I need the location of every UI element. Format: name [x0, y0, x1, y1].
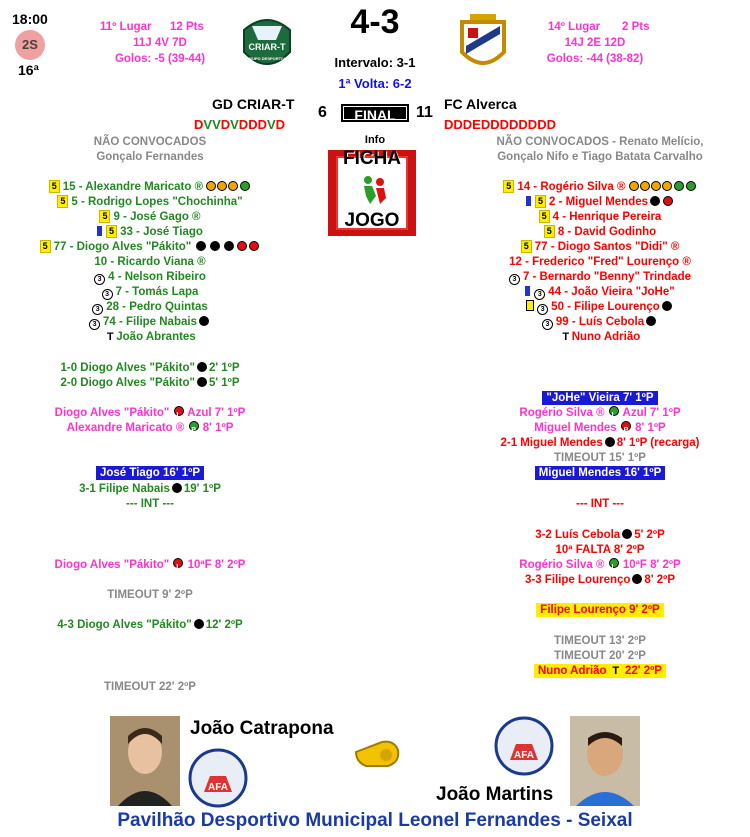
sub-number-icon: 3: [92, 304, 103, 315]
home-player-row[interactable]: [0, 285, 300, 300]
card-badge: 5: [539, 210, 550, 223]
away-event-goal: 3-2 Luís Cebola 5' 2ºP: [535, 529, 665, 541]
away-not-called-line1: NÃO CONVOCADOS - Renato Melício,: [496, 136, 704, 148]
form-result: D: [480, 117, 491, 132]
goal-ball-icon: [632, 574, 642, 584]
goal-ball-icon: [197, 362, 207, 372]
goal-ball-icon: [196, 241, 206, 251]
player-name: 77 - Diogo Santos "Didi" ®: [534, 241, 680, 253]
coach-icon: T: [106, 331, 114, 343]
home-player-row[interactable]: [0, 195, 300, 210]
home-event-goal: 2-0 Diogo Alves "Pákito" 5' 1ºP: [60, 377, 240, 389]
player-name: 77 - Diogo Alves "Pákito": [53, 241, 192, 253]
away-event-coach: Nuno Adrião T 22' 2ºP: [450, 664, 750, 679]
card-badge: 5: [535, 195, 546, 208]
gold-medal-icon: [217, 181, 227, 191]
home-player-row[interactable]: [0, 240, 300, 255]
away-player-row[interactable]: [450, 315, 750, 330]
away-standing-position: 14º Lugar: [548, 21, 601, 33]
home-standing-points: 12 Pts: [170, 21, 204, 33]
jogo-text: JOGO: [344, 210, 400, 231]
form-result: D: [194, 117, 204, 132]
away-not-called-line2: Gonçalo Nifo e Tiago Batata Carvalho: [497, 151, 703, 163]
home-standing-position: 11º Lugar: [100, 21, 152, 33]
home-event-timeout: TIMEOUT 9' 2ºP: [107, 589, 193, 601]
sub-number-icon: 3: [509, 274, 520, 285]
venue: Pavilhão Desportivo Municipal Leonel Fernandes - Seixal: [117, 810, 633, 831]
home-not-called-names: Gonçalo Fernandes: [96, 151, 204, 163]
sub-number-icon: 3: [542, 319, 553, 330]
home-team-name: GD CRIAR-T: [212, 96, 295, 112]
referee-2-assoc-logo: [492, 716, 556, 776]
form-result: D: [527, 117, 538, 132]
gold-medal-icon: [206, 181, 216, 191]
form-result: D: [275, 117, 286, 132]
away-player-row[interactable]: [450, 270, 750, 285]
away-event-sub: Miguel Mendes 16' 1ºP: [450, 466, 750, 481]
away-event-goal: 2-1 Miguel Mendes 8' 1ºP (recarga): [500, 437, 700, 449]
assoc-logo-text: AFA: [514, 750, 534, 761]
match-time: 18:00: [12, 11, 48, 27]
status-badge: FINAL: [341, 104, 409, 122]
home-not-called-title: NÃO CONVOCADOS: [93, 136, 207, 148]
card-badge: 5: [544, 225, 555, 238]
form-result: D: [248, 117, 258, 132]
gold-medal-icon: [640, 181, 650, 191]
goal-ball-icon: [662, 301, 672, 311]
coach-name: Nuno Adrião: [571, 331, 641, 343]
player-name: 44 - João Vieira "JoHe": [548, 286, 675, 298]
away-event-foul: 10ª FALTA 8' 2ºP: [555, 544, 645, 556]
final-score: 4-3: [350, 3, 400, 41]
card-badge: 5: [521, 240, 532, 253]
home-form: [194, 117, 285, 132]
form-result: D: [518, 117, 528, 132]
player-name: 9 - José Gago ®: [113, 211, 201, 223]
player-name: 99 - Luís Cebola: [555, 316, 645, 328]
home-player-row[interactable]: [0, 270, 300, 285]
form-result: D: [238, 117, 249, 132]
assoc-logo-text: AFA: [208, 782, 228, 793]
referee-2-photo: [570, 716, 640, 806]
player-name: 10 - Ricardo Viana ®: [94, 256, 206, 268]
home-record: 11J 4V 7D: [133, 37, 187, 49]
goal-ball-icon: [194, 619, 204, 629]
goal-ball-icon: [172, 483, 182, 493]
form-result: D: [462, 117, 473, 132]
card-badge: 5: [106, 225, 117, 238]
away-event-goal: 3-3 Filipe Lourenço 8' 2ºP: [524, 574, 676, 586]
form-result: D: [220, 117, 231, 132]
home-fouls: 6: [318, 104, 327, 121]
ficha-text: FICHA: [342, 148, 402, 169]
player-name: 8 - David Godinho: [557, 226, 657, 238]
red-ball-icon: [663, 196, 673, 206]
away-event-timeout: TIMEOUT 13' 2ºP: [554, 635, 646, 647]
away-event-sub: "JoHe" Vieira 7' 1ºP: [450, 391, 750, 406]
away-player-row[interactable]: [450, 255, 750, 270]
home-event-goal: 1-0 Diogo Alves "Pákito" 2' 1ºP: [60, 362, 240, 374]
card-badge: 5: [99, 210, 110, 223]
yellow-card-icon: [526, 300, 534, 311]
home-player-row[interactable]: [0, 315, 300, 330]
coach-icon: T: [612, 665, 620, 677]
blue-card-icon: [525, 286, 530, 296]
gold-medal-icon: [228, 181, 238, 191]
form-result: V: [203, 117, 213, 132]
goal-ball-icon: [650, 196, 660, 206]
coach-name: João Abrantes: [116, 331, 196, 343]
away-goals: Golos: -44 (38-82): [546, 53, 644, 65]
away-team-logo: [456, 12, 510, 74]
coach-icon: T: [562, 331, 570, 343]
sub-number-icon: 3: [94, 274, 105, 285]
home-player-row[interactable]: [0, 255, 300, 270]
referee-2-name: João Martins: [436, 784, 554, 805]
home-team-logo: [238, 12, 296, 74]
card-badge: 5: [57, 195, 68, 208]
home-player-row[interactable]: [0, 180, 300, 195]
form-result: V: [212, 117, 221, 132]
away-event-timeout: TIMEOUT 15' 1ºP: [554, 452, 646, 464]
away-player-row[interactable]: [450, 225, 750, 240]
away-event-card: Miguel Mendes P 8' 1ºP: [534, 422, 666, 434]
goal-ball-icon: [646, 316, 656, 326]
goal-ball-icon: [197, 377, 207, 387]
away-event-card: Rogério Silva ® L Azul 7' 1ºP: [519, 407, 681, 419]
player-name: 14 - Rogério Silva ®: [517, 181, 626, 193]
card-tag-icon: L: [173, 558, 183, 568]
form-result: D: [257, 117, 267, 132]
player-name: 50 - Filipe Lourenço: [551, 301, 660, 313]
away-event-card: Rogério Silva ® L 10ªF 8' 2ºP: [519, 559, 681, 571]
green-ball-icon: [240, 181, 250, 191]
away-player-row[interactable]: [450, 210, 750, 225]
players-icon: [356, 174, 390, 206]
away-fouls: 11: [416, 104, 433, 121]
form-result: D: [537, 117, 547, 132]
whistle-icon: [352, 738, 402, 770]
player-name: 7 - Bernardo "Benny" Trindade: [522, 271, 692, 283]
home-event-interval: --- INT ---: [126, 498, 174, 510]
player-name: 28 - Pedro Quintas: [106, 301, 208, 313]
green-ball-icon: [674, 181, 684, 191]
home-event-card: Diogo Alves "Pákito" L Azul 7' 1ºP: [54, 407, 246, 419]
goal-ball-icon: [210, 241, 220, 251]
gold-medal-icon: [629, 181, 639, 191]
green-ball-icon: [686, 181, 696, 191]
gold-medal-icon: [651, 181, 661, 191]
home-event-sub: José Tiago 16' 1ºP: [0, 466, 300, 481]
home-event-card: Diogo Alves "Pákito" L 10ªF 8' 2ºP: [54, 559, 246, 571]
goal-ball-icon: [224, 241, 234, 251]
away-event-timeout: TIMEOUT 20' 2ºP: [554, 650, 646, 662]
red-ball-icon: [249, 241, 259, 251]
card-tag-icon: P: [621, 421, 631, 431]
player-name: 4 - Nelson Ribeiro: [108, 271, 206, 283]
referee-1-photo: [110, 716, 180, 806]
home-player-row[interactable]: [0, 300, 300, 315]
goal-ball-icon: [605, 437, 615, 447]
halftime-score: Intervalo: 3-1: [334, 55, 416, 70]
home-event-timeout: TIMEOUT 22' 2ºP: [104, 681, 196, 693]
card-badge: 5: [49, 180, 60, 193]
card-tag-icon: L: [174, 406, 184, 416]
form-result: V: [230, 117, 239, 132]
sub-number-icon: 3: [534, 289, 545, 300]
referee-1-name: João Catrapona: [190, 718, 334, 739]
round-number: 16ª: [18, 62, 39, 78]
home-event-card: Alexandre Maricato ® P 8' 1ºP: [66, 422, 234, 434]
card-tag-icon: L: [609, 558, 619, 568]
away-player-row[interactable]: [450, 180, 750, 195]
form-result: D: [546, 117, 556, 132]
home-player-row[interactable]: [0, 210, 300, 225]
card-badge: 5: [40, 240, 51, 253]
away-player-row[interactable]: [450, 300, 750, 315]
form-result: D: [509, 117, 519, 132]
player-name: 5 - Rodrigo Lopes "Chochinha": [71, 196, 243, 208]
player-name: 7 - Tomás Lapa: [115, 286, 199, 298]
away-standing-points: 2 Pts: [622, 21, 650, 33]
form-result: V: [266, 117, 276, 132]
red-ball-icon: [237, 241, 247, 251]
blue-card-icon: [526, 196, 531, 206]
form-result: D: [453, 117, 463, 132]
blue-card-icon: [97, 226, 102, 236]
card-tag-icon: L: [609, 406, 619, 416]
away-form: [444, 117, 556, 132]
player-name: 15 - Alexandre Maricato ®: [62, 181, 204, 193]
sub-number-icon: 3: [537, 304, 548, 315]
form-result: D: [490, 117, 500, 132]
form-result: E: [472, 117, 481, 132]
home-logo-text: CRIAR-T: [248, 42, 286, 52]
away-team-name: FC Alverca: [444, 96, 517, 112]
home-goals: Golos: -5 (39-44): [114, 53, 206, 65]
home-event-goal: 4-3 Diogo Alves "Pákito" 12' 2ºP: [57, 619, 243, 631]
goal-ball-icon: [199, 316, 209, 326]
away-record: 14J 2E 12D: [564, 37, 626, 49]
home-event-goal: 3-1 Filipe Nabais 19' 1ºP: [79, 483, 221, 495]
player-name: 33 - José Tiago: [120, 226, 203, 238]
away-event-interval: --- INT ---: [576, 498, 624, 510]
player-name: 12 - Frederico "Fred" Lourenço ®: [509, 256, 691, 268]
sub-number-icon: 3: [102, 289, 113, 300]
away-player-row[interactable]: [450, 240, 750, 255]
card-badge: 5: [503, 180, 514, 193]
competition-badge: 2S: [15, 30, 45, 60]
goal-ball-icon: [622, 529, 632, 539]
home-coach-row[interactable]: [0, 330, 300, 345]
gold-medal-icon: [662, 181, 672, 191]
player-name: 74 - Filipe Nabais: [103, 316, 197, 328]
player-name: 4 - Henrique Pereira: [552, 211, 662, 223]
away-player-row[interactable]: [450, 285, 750, 300]
sub-number-icon: 3: [89, 319, 100, 330]
referee-1-assoc-logo: [186, 748, 250, 808]
away-event-sub: Filipe Lourenço 9' 2ºP: [450, 603, 750, 618]
form-result: D: [499, 117, 510, 132]
away-coach-row[interactable]: [450, 330, 750, 345]
home-player-row[interactable]: [0, 225, 300, 240]
ficha-jogo-button[interactable]: [322, 148, 422, 238]
away-player-row[interactable]: [450, 195, 750, 210]
player-name: 2 - Miguel Mendes: [548, 196, 649, 208]
form-result: D: [444, 117, 454, 132]
first-leg-score: 1ª Volta: 6-2: [338, 76, 412, 91]
card-tag-icon: P: [189, 421, 199, 431]
home-logo-sub: GRUPO DESPORTIVO: [245, 56, 289, 61]
info-label: Info: [364, 134, 386, 146]
